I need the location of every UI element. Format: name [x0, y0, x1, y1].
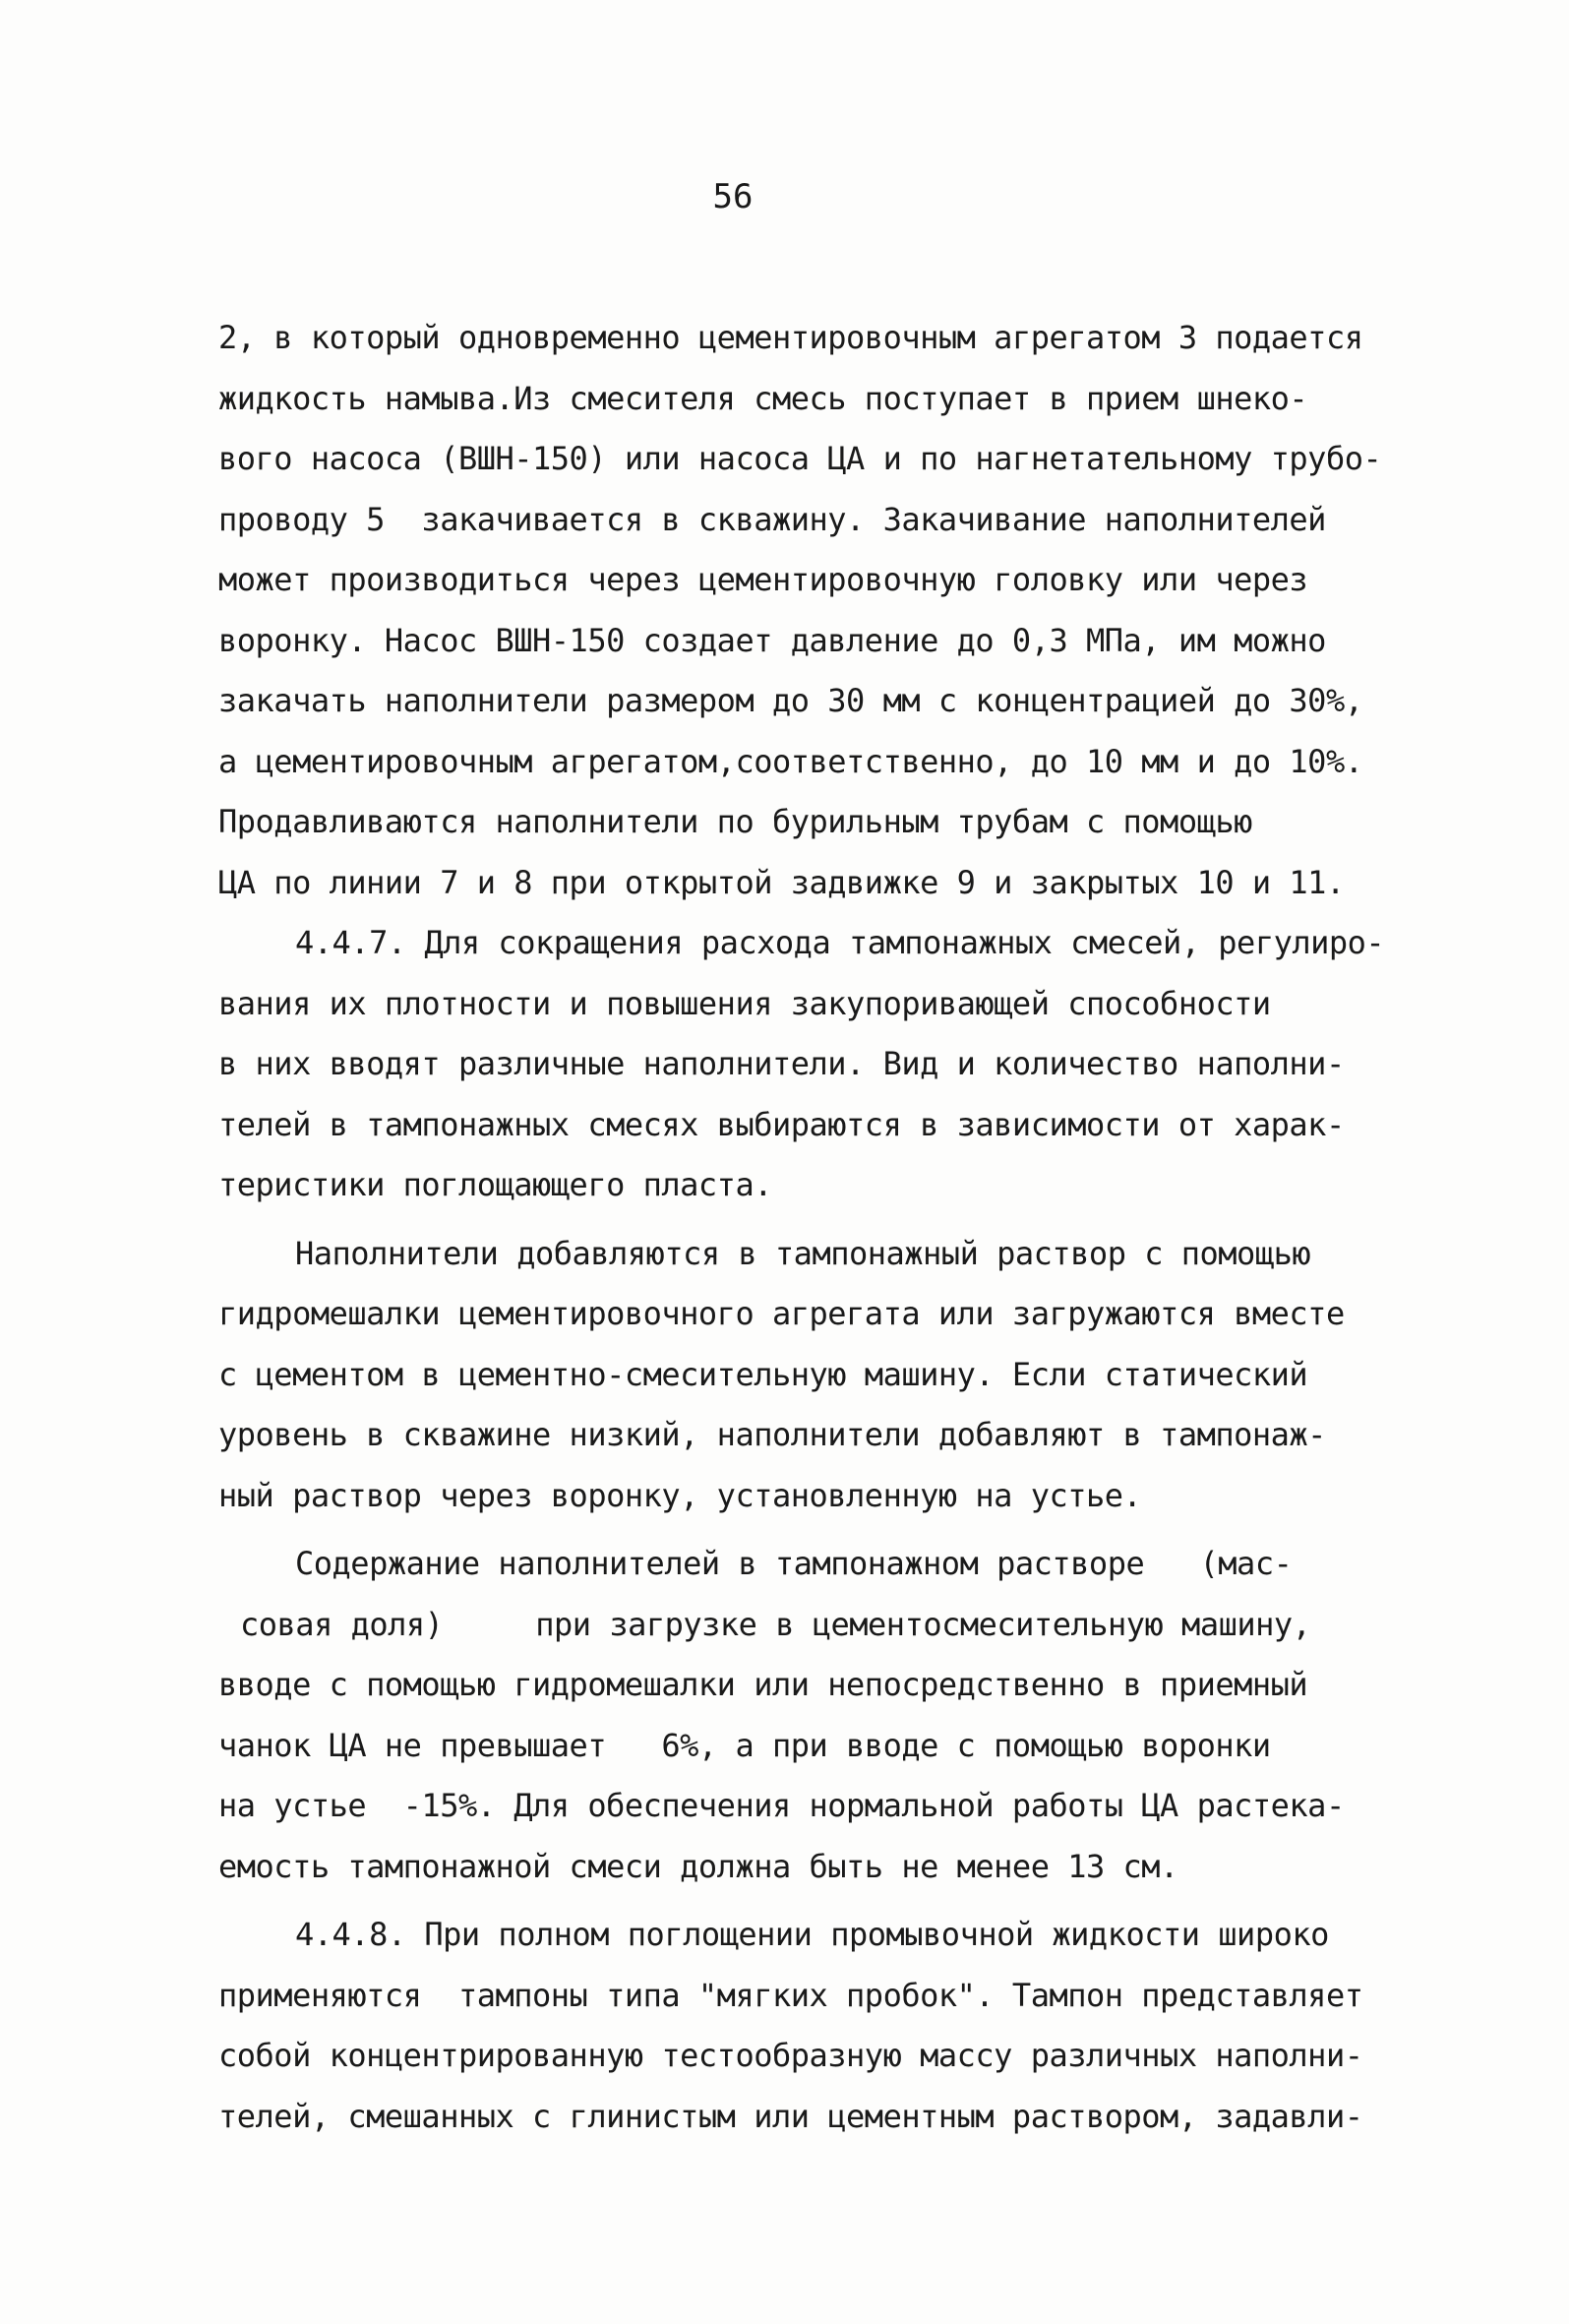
text-line: телей в тампонажных смесях выбираются в зависимости от харак- — [218, 1105, 1345, 1143]
text-line: чанок ЦА не превышает 6%, а при вводе с помощью воронки — [218, 1726, 1271, 1764]
text-line: а цементировочным агрегатом,соответственно, до 10 мм и до 10%. — [218, 742, 1363, 780]
paragraph-gap — [218, 1897, 1409, 1905]
text-line: Продавливаются наполнители по бурильным трубам с помощью — [218, 803, 1252, 840]
paragraph-2 — [218, 913, 1409, 1216]
paragraph-gap — [218, 1526, 1409, 1534]
text-line: воронку. Насос ВШН-150 создает давление до 0,3 МПа, им можно — [218, 621, 1326, 659]
text-line: 4.4.8. При полном поглощении промывочной жидкости широко — [295, 1916, 1329, 1953]
document-text — [218, 308, 1409, 2147]
paragraph-gap — [218, 1216, 1409, 1224]
text-line: ЦА по линии 7 и 8 при открытой задвижке 9 и закрытых 10 и 11. — [218, 863, 1345, 901]
paragraph-4 — [218, 1534, 1409, 1897]
text-line: уровень в скважине низкий, наполнители добавляют в тампонаж- — [218, 1416, 1326, 1453]
paragraph-5 — [218, 1905, 1409, 2147]
text-line: ный раствор через воронку, установленную на устье. — [218, 1476, 1142, 1514]
paragraph-1 — [218, 308, 1409, 913]
text-line: проводу 5 закачивается в скважину. Закачивание наполнителей — [218, 500, 1326, 538]
page-number: 56 — [712, 177, 754, 216]
text-line: с цементом в цементно-смесительную машину. Если статический — [218, 1355, 1308, 1393]
text-line: Содержание наполнителей в тампонажном растворе (мас- — [295, 1545, 1293, 1582]
text-line: емость тампонажной смеси должна быть не менее 13 см. — [218, 1847, 1178, 1885]
text-line: вводе с помощью гидромешалки или непосредственно в приемный — [218, 1666, 1308, 1703]
text-line: 2, в который одновременно цементировочным агрегатом 3 подается — [218, 319, 1363, 356]
paragraph-3 — [218, 1224, 1409, 1527]
text-line: Наполнители добавляются в тампонажный раствор с помощью — [295, 1234, 1311, 1272]
text-line: вого насоса (ВШН-150) или насоса ЦА и по нагнетательному трубо- — [218, 440, 1382, 477]
text-line: может производиться через цементировочную головку или через — [218, 561, 1308, 598]
text-line: совая доля) при загрузке в цементосмесительную машину, — [240, 1605, 1311, 1643]
text-line: собой концентрированную тестообразную массу различных наполни- — [218, 2037, 1363, 2074]
text-line: жидкость намыва.Из смесителя смесь поступает в прием шнеко- — [218, 379, 1308, 417]
text-line: закачать наполнители размером до 30 мм с концентрацией до 30%, — [218, 682, 1363, 719]
text-line: гидромешалки цементировочного агрегата или загружаются вместе — [218, 1295, 1345, 1332]
text-line: теристики поглощающего пласта. — [218, 1166, 772, 1203]
text-line: на устье -15%. Для обеспечения нормальной работы ЦА растека- — [218, 1787, 1345, 1824]
text-line: применяются тампоны типа "мягких пробок". Тампон представляет — [218, 1976, 1363, 2014]
text-line: 4.4.7. Для сокращения расхода тампонажных смесей, регулиро- — [295, 924, 1385, 961]
text-line: вания их плотности и повышения закупоривающей способности — [218, 984, 1271, 1022]
text-line: телей, смешанных с глинистым или цементным раствором, задавли- — [218, 2097, 1363, 2135]
text-line: в них вводят различные наполнители. Вид и количество наполни- — [218, 1045, 1345, 1082]
